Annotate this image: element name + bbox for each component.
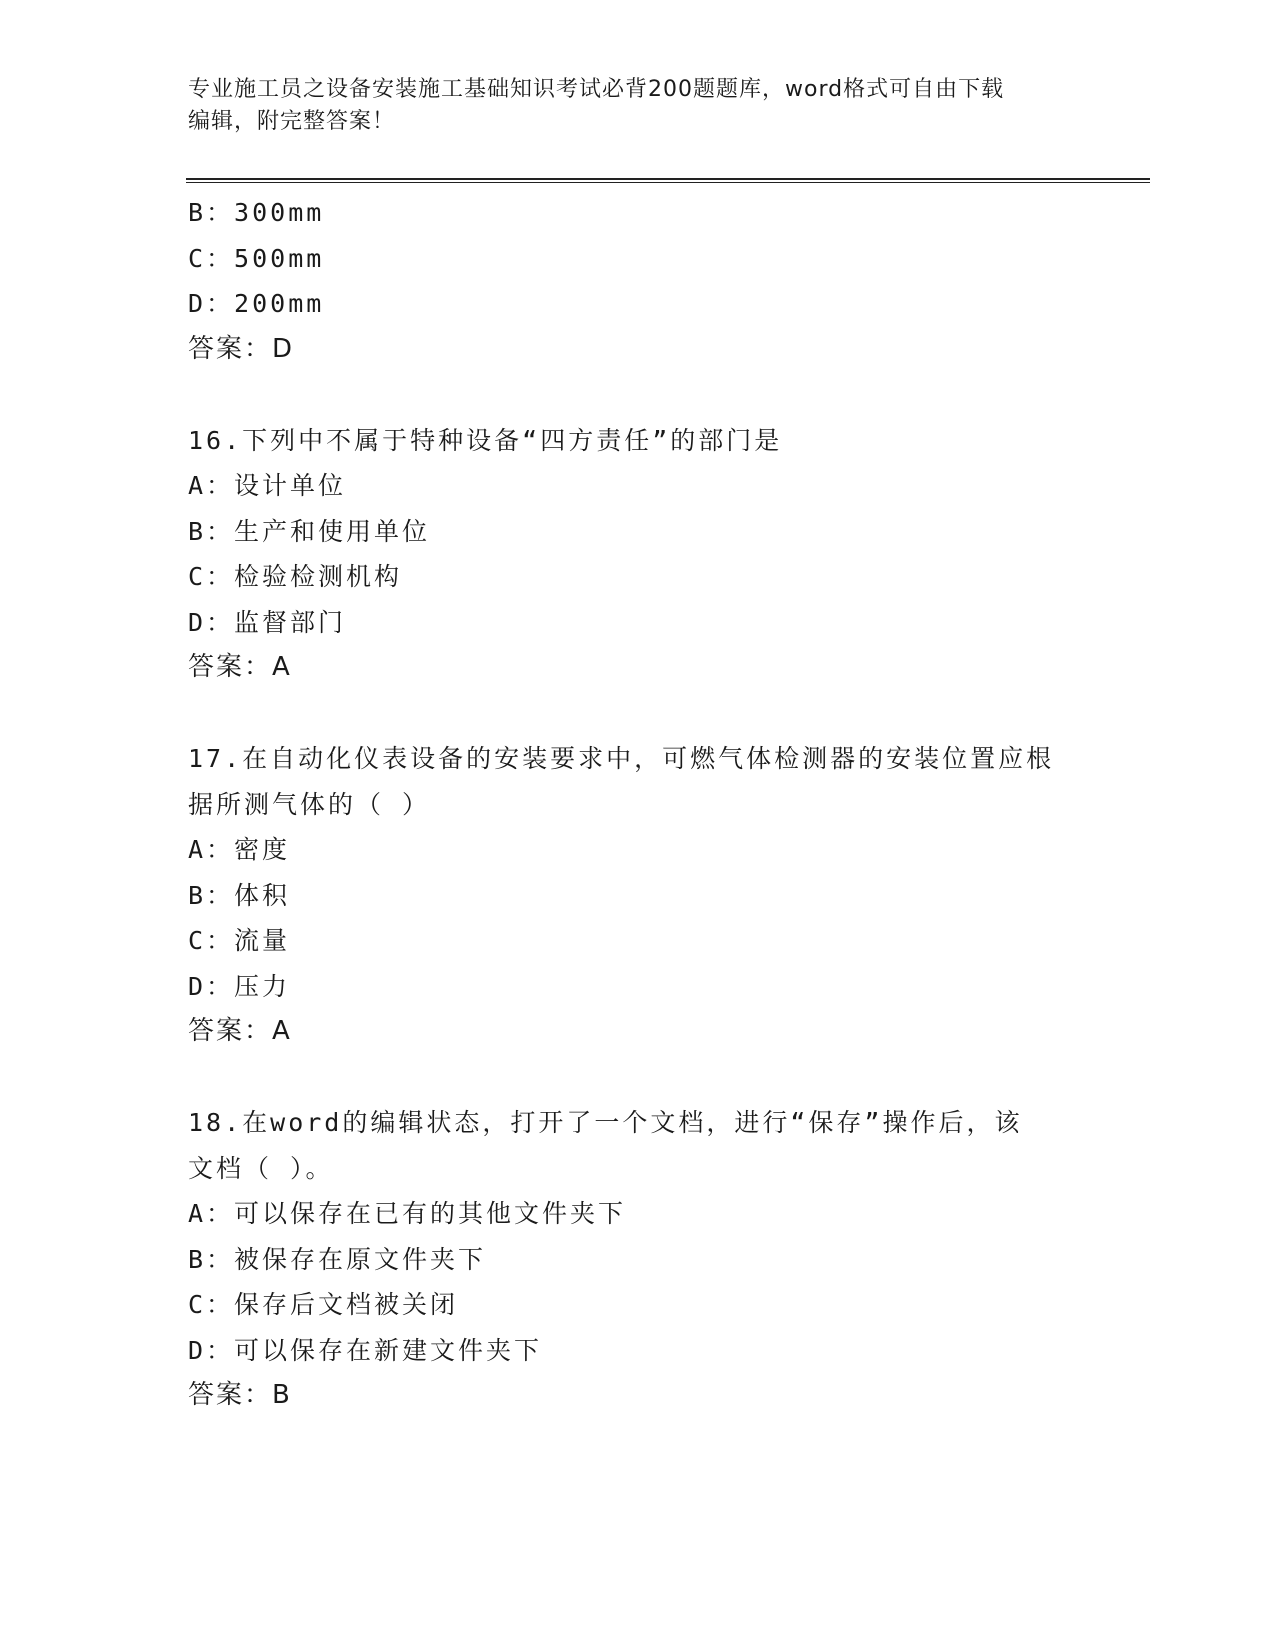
option-c: C：检验检测机构 <box>188 562 403 591</box>
document-body <box>188 190 1088 1419</box>
answer-line: 答案：D <box>188 333 295 364</box>
header-divider <box>186 178 1150 183</box>
option-d: D：监督部门 <box>188 607 347 637</box>
option-a: A：设计单位 <box>188 471 347 500</box>
question-stem-line-1: 18.在word的编辑状态，打开了一个文档，进行“保存”操作后，该 <box>188 1108 1023 1137</box>
question-stem-line-2: 据所测气体的（ ） <box>188 789 431 819</box>
spacer <box>188 691 1088 737</box>
spacer <box>188 372 1088 418</box>
option-a: A：可以保存在已有的其他文件夹下 <box>188 1199 627 1228</box>
option-c: C：保存后文档被关闭 <box>188 1290 459 1319</box>
option-d: D：压力 <box>188 971 291 1001</box>
answer-line: 答案：B <box>188 1380 292 1410</box>
option-b: B：生产和使用单位 <box>188 516 431 546</box>
answer-line: 答案：A <box>188 1016 292 1046</box>
question-15-tail <box>188 190 1088 372</box>
option-b: B：被保存在原文件夹下 <box>188 1244 487 1274</box>
question-17 <box>188 736 1088 1055</box>
option-c: C：500mm <box>188 243 325 273</box>
question-stem-line-1: 17.在自动化仪表设备的安装要求中，可燃气体检测器的安装位置应根 <box>188 744 1055 773</box>
header-title-line-1: 专业施工员之设备安装施工基础知识考试必背200题题库，word格式可自由下载 <box>188 77 1005 102</box>
answer-line: 答案：A <box>188 652 292 682</box>
option-d: D：200mm <box>188 289 325 318</box>
option-b: B：300mm <box>188 198 325 227</box>
header-title-line-2: 编辑，附完整答案！ <box>188 109 396 134</box>
question-stem-line-2: 文档（ ）。 <box>188 1153 334 1183</box>
option-a: A：密度 <box>188 835 291 864</box>
question-18 <box>188 1100 1088 1419</box>
spacer <box>188 1055 1088 1101</box>
option-d: D：可以保存在新建文件夹下 <box>188 1335 543 1365</box>
document-header <box>188 74 1088 138</box>
question-16 <box>188 418 1088 691</box>
option-b: B：体积 <box>188 880 291 910</box>
question-stem: 16.下列中不属于特种设备“四方责任”的部门是 <box>188 425 783 455</box>
option-c: C：流量 <box>188 926 291 955</box>
